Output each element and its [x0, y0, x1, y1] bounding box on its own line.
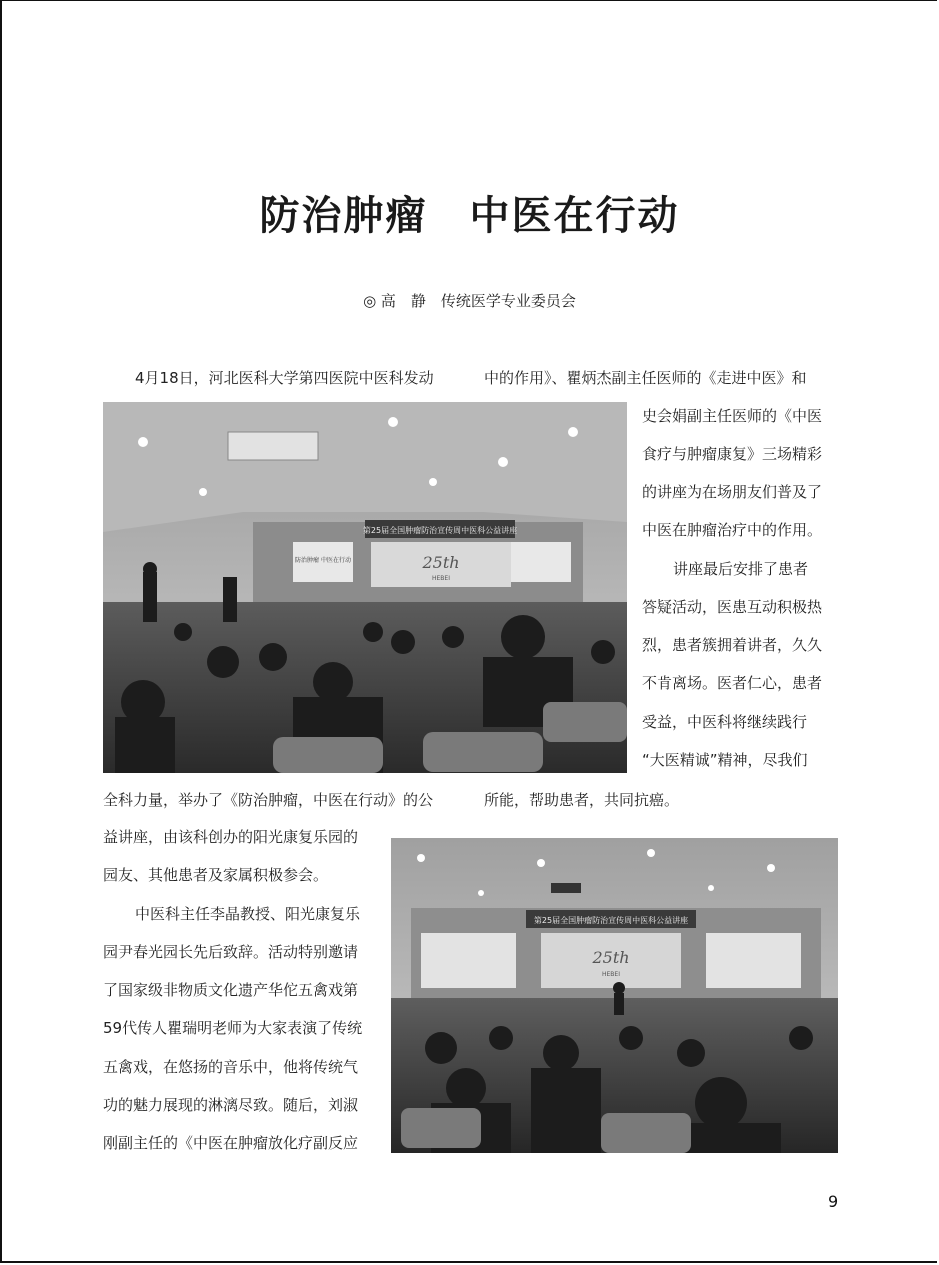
banner-text: 第25届全国肿瘤防治宣传周中医科公益讲座	[533, 916, 689, 925]
body-line: 刚副主任的《中医在肿瘤放化疗副反应	[103, 1134, 359, 1152]
body-line: 园尹春光园长先后致辞。活动特别邀请	[103, 943, 359, 961]
body-line: 59代传人瞿瑞明老师为大家表演了传统	[103, 1019, 363, 1037]
lecture-hall-photo-2	[391, 838, 838, 1153]
slide-center-sub: HEBEI	[602, 971, 620, 978]
slide-center-sub: HEBEI	[432, 575, 450, 582]
body-line: 所能，帮助患者，共同抗癌。	[484, 791, 680, 809]
article-title: 防治肿瘤 中医在行动	[259, 192, 680, 239]
banner-text: 第25届全国肿瘤防治宣传周中医科公益讲座	[362, 526, 518, 535]
body-line: 了国家级非物质文化遗产华佗五禽戏第	[103, 981, 359, 999]
body-line: 受益，中医科将继续践行	[642, 713, 808, 731]
body-line: 中医在肿瘤治疗中的作用。	[642, 521, 823, 539]
body-line: 不肯离场。医者仁心，患者	[642, 674, 823, 692]
slide-left-text: 防治肿瘤 中医在行动	[295, 557, 351, 564]
body-line: 答疑活动，医患互动积极热	[642, 598, 823, 616]
slide-center-text: 25th	[592, 948, 630, 967]
body-line: 讲座最后安排了患者	[673, 560, 809, 578]
body-line: “大医精诚”精神，尽我们	[642, 751, 808, 769]
body-line: 食疗与肿瘤康复》三场精彩	[642, 445, 823, 463]
body-line: 的讲座为在场朋友们普及了	[642, 483, 823, 501]
lecture-hall-photo-1	[103, 402, 627, 773]
body-line: 烈，患者簇拥着讲者，久久	[642, 636, 823, 654]
body-line: 中的作用》、瞿炳杰副主任医师的《走进中医》和	[484, 369, 807, 387]
body-line: 五禽戏，在悠扬的音乐中，他将传统气	[103, 1058, 359, 1076]
body-line: 4月18日，河北医科大学第四医院中医科发动	[135, 369, 434, 387]
body-line: 功的魅力展现的淋漓尽致。随后，刘淑	[103, 1096, 359, 1114]
body-line: 全科力量，举办了《防治肿瘤，中医在行动》的公	[103, 791, 434, 809]
body-line: 中医科主任李晶教授、阳光康复乐	[135, 905, 361, 923]
body-line: 史会娟副主任医师的《中医	[642, 407, 823, 425]
body-line: 园友、其他患者及家属积极参会。	[103, 866, 329, 884]
slide-center-text: 25th	[422, 553, 460, 572]
page-number: 9	[828, 1192, 839, 1211]
body-line: 益讲座，由该科创办的阳光康复乐园的	[103, 828, 359, 846]
article-byline: ◎ 高 静 传统医学专业委员会	[363, 292, 576, 310]
